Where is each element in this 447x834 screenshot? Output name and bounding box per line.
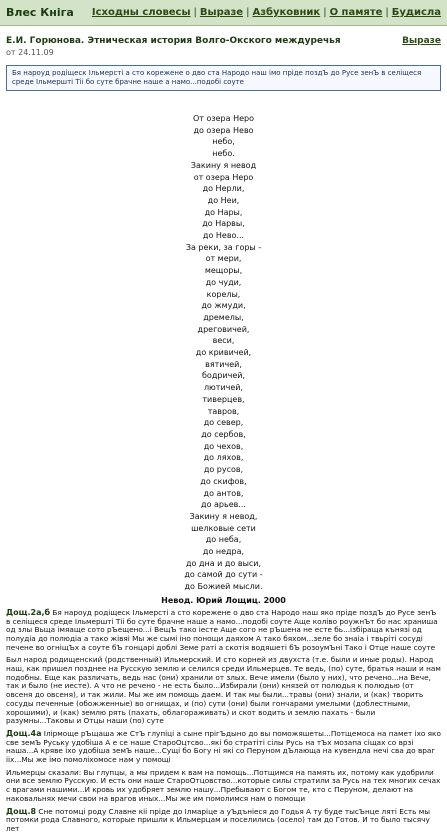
poem-line: до жмуди, [201, 301, 246, 311]
poem-line: корелы, [206, 289, 241, 299]
poem-line: тавров, [207, 406, 240, 416]
poem-line: до скифов, [200, 476, 247, 486]
poem-line: до неба, [205, 535, 242, 545]
tablet-ref: Дощ.8 [6, 806, 37, 816]
poem-line: до Неи, [207, 195, 240, 205]
poem-line: вятичей, [205, 359, 242, 369]
poem-line: до дна и до выси, [185, 558, 262, 568]
poem-line: до самой до сути - [184, 570, 263, 580]
paragraph-text: Бя нарoyд родiщеск Iльмерстi а сто корежене о дво ста Народо наш яко прiде поздЪ до Русе зенЪ в селiщеся среде Iльмерштi Тii бо суте брачне наше а намо...подобi соуте Аще колiво роужнЪт бо нас храниша од злы Вьща iмяаще сото рЪещено...i ВещЪ тако iесте Аще сого не рЪшена не есте бь...iзбiраща кънязi од полудiа до полюдiа а тако жiвяi Мы же сымi iно понощи даяхом А тако бяхом...зеле бо знаiа i твьрiтi сосудi печене во огнiщЪх а соуте бЪ гонцарi доблi Земе ратi а скотiя водяшетi бЪ розоумЪнi Тако i Отце наше соуте [6, 607, 438, 652]
poem-line: до недра, [202, 547, 245, 557]
poem-line: веси, [212, 336, 235, 346]
poem-line: до кривичей, [195, 348, 252, 358]
poem-line: до север, [203, 418, 244, 428]
poem-line: до антов, [203, 488, 244, 498]
poem-line: дреговичей, [197, 324, 250, 334]
poem-line: до арьев... [201, 500, 246, 510]
poem-author: Невод. Юрий Лощиц. 2000 [161, 595, 286, 605]
poem-line: дремелы, [203, 312, 244, 322]
paragraph-text: Ильмерцы сказали: Вы глупцы, а мы придем к вам на помощь...Потщимся на память их, потому как удобрили они все землю Русскую. И есть они наше СтароОтцовство...которые силы стратили за Русь на тех многих сечах с врагами нашими...И кровь их удобряет землю нашу...Пребывают с Богом те, кто с Перуном, делают на наковальнях мечи свои на врагов иных...Мы же им помолимся нам о помощи [6, 767, 441, 803]
poem-line: небо. [212, 149, 235, 159]
main-nav [92, 7, 441, 18]
poem-line: Закину я невод, [189, 511, 258, 521]
nav-link-memory[interactable]: О памяте [329, 7, 383, 18]
poem-line: тиверцев, [202, 394, 245, 404]
tablet-ref: Дощ.2а,б [6, 607, 51, 617]
paragraph-text: Сне потомцi роду Славне кii прiде до Iлмарiце а уЪдънiеся до Годья А ту буде тысЪнце лятi Есть мы потомки рода Славного, которые пришли к Ильмерцам и поселились (осело) там до Готов. И то было тысячу лет [6, 806, 430, 833]
nav-separator: | [323, 7, 327, 18]
poem-line: до сербов, [201, 429, 246, 439]
poem-line: от мери, [205, 254, 242, 264]
poem-line: до чехов, [203, 441, 244, 451]
tablet-ref: Дощ.4а [6, 728, 42, 738]
nav-link-dictionary[interactable]: Азбуковник [252, 7, 321, 18]
poem-line: Закину я невод [190, 160, 257, 170]
original-paragraph [6, 609, 441, 653]
translate-link[interactable]: Выразе [402, 36, 441, 46]
quote-box: Бя нарoyд родiщеск Iльмерстi а сто корежене о дво ста Народо наш iмо прiде поздЪ до Русе зенЪ в селiщеся среде Iльмерштi Тii бо суте брачне наше а намо...подобi соуте [6, 65, 441, 91]
top-nav-bar [0, 0, 447, 26]
poem-line: мещоры, [204, 266, 243, 276]
poem-line: до Нево... [202, 231, 245, 241]
paragraph-text: Был народ родищенский (родственный) Ильмерский. И сто корней из двухста (т.е. были и иные роды). Народ наш, как пришел позднее на Русскую землю и селился среди Ильмерцев. Те ведь, (по) суте, братья наши и нам подобны. Еще как различать, ведь нас (они) хранили от злых. Вече имели (было у них), что речено...на Вече, так и было (не иесте). А что не речено - не есть было...Избирали (они) князей от полюдья к полюдью (от овсеня до овсеня), и так жили. Мы же им помощь даем. И так мы были...травы (они) знали, и (как) творить сосуды печенные (обожженные) во огнищах, и (по) сути (они) были гончарами умелыми (доблестными, хорошими), и (как) землю рять (пахать, облагораживать) и скот водить и землю пахать - были разумны...Таковы и Отцы наши (по) суте [6, 655, 441, 726]
original-paragraph [6, 730, 441, 765]
nav-link-budislav[interactable]: Будисла [391, 7, 441, 18]
original-paragraph [6, 808, 441, 834]
poem-line: От озера Неро [192, 114, 254, 123]
site-title[interactable]: Влес Кнiга [6, 6, 74, 19]
poem-line: от озера Неро [193, 172, 254, 182]
article-date: от 24.11.09 [6, 48, 54, 57]
paragraph-text: Iлiрмоще рЪщаша же СтЪ глупiцi а сыне прiгЪдыно до вы поможяшеты...Потщемоса на памет iхо яко све земЪ Руську удобiша А е се наше СтароОцтсво...якi бо стратiтi сiлы Русь на тЪх мозапа сiщах со врзi наша...А кряве iхо удобiша земЪ наше...Сущi бо Богу нi якi со Перуном дЪлающа на кувендла нечi сва до враг iiх...Мы же iмо помолiхомосе нам у помощi [6, 728, 441, 765]
poem-line: до Божией мысли. [184, 582, 263, 592]
poem-line: до озера Нево [193, 125, 254, 135]
poem-line: до русов, [203, 465, 244, 475]
nav-link-translation[interactable]: Выразе [199, 7, 244, 18]
nav-separator: | [385, 7, 389, 18]
poem-line: до Нерли, [202, 184, 245, 194]
poem-line: лютичей, [203, 383, 244, 393]
poem-line: За реки, за горы - [185, 242, 262, 252]
translation-paragraph [6, 656, 441, 726]
poem-line: до Нарвы, [202, 219, 245, 229]
poem-line: до ляхов, [203, 453, 244, 463]
poem [0, 113, 447, 593]
poem-line: до Нары, [204, 207, 243, 217]
nav-separator: | [246, 7, 250, 18]
poem-line: бодричей, [201, 371, 246, 381]
translation-paragraph [6, 769, 441, 804]
article-header [0, 26, 447, 57]
poem-line: шелковые сети [191, 523, 256, 533]
nav-link-sources[interactable]: Iсходны словесы [91, 7, 191, 18]
article-title: Е.И. Горюнова. Этническая история Волго-Окского междуречья [6, 36, 341, 46]
poem-line: до чуди, [205, 277, 242, 287]
poem-line: небо, [212, 137, 235, 147]
nav-separator: | [193, 7, 197, 18]
